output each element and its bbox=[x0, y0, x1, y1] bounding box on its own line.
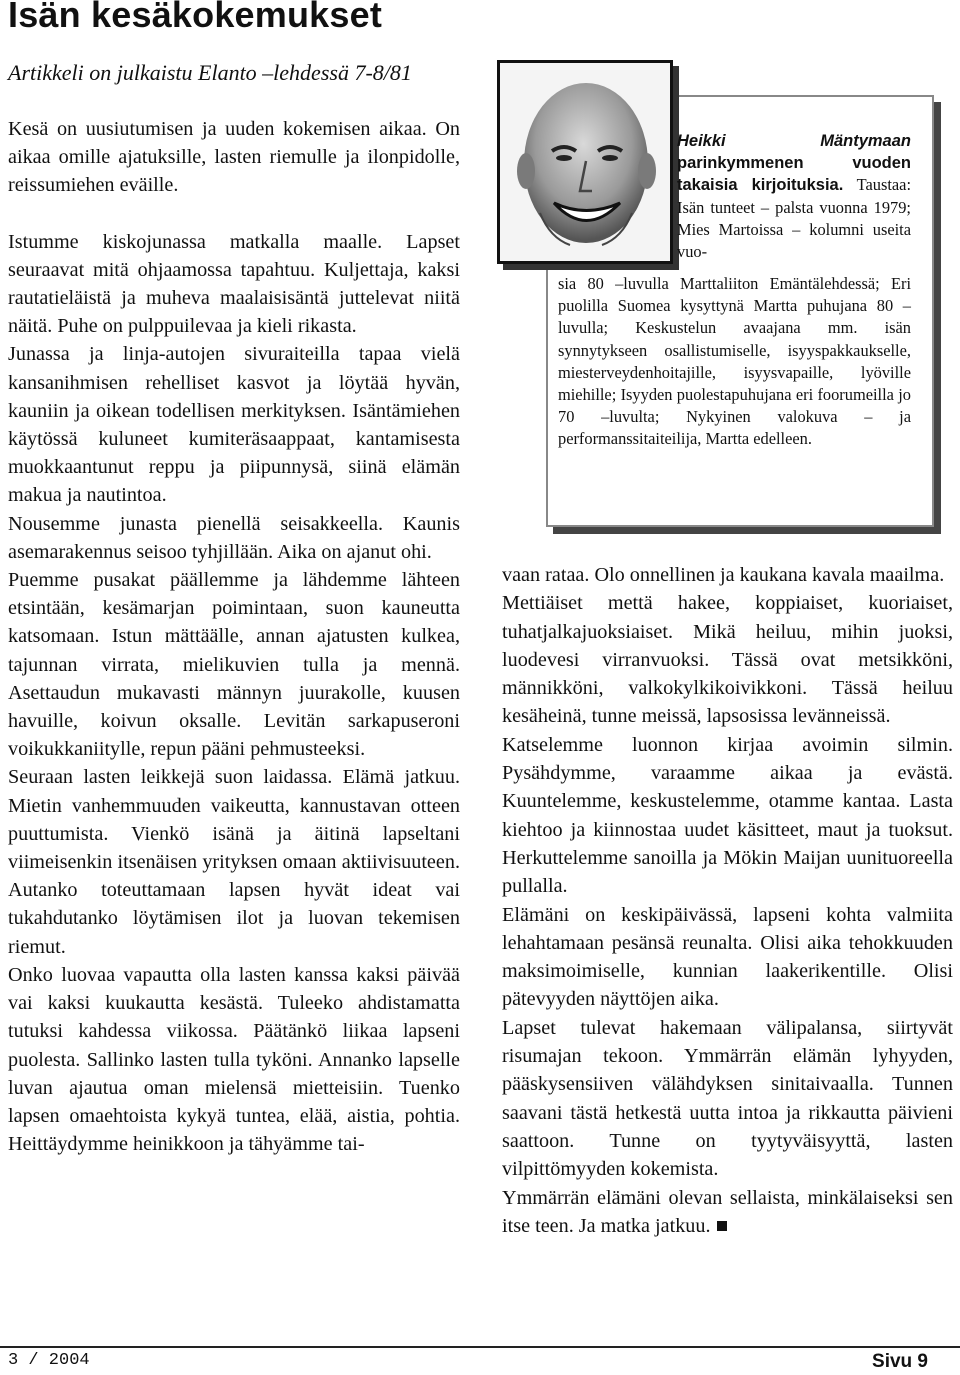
author-photo bbox=[497, 60, 673, 264]
footer-divider bbox=[0, 1346, 960, 1348]
paragraph: Junassa ja linja-autojen sivuraiteilla tapaa vielä kansanihmisen rehelliset kasvot ja löytää hyvän, kauniin ja oikean todellisen merkityksen. Isäntämiehen käytössä kuluneet kumiteräsaappaat, kantamisesta muokkaantunut reppu ja piipunnysä, siinä elämän makua ja nautintoa. bbox=[8, 343, 460, 507]
article-title: Isän kesäkokemukset bbox=[8, 0, 383, 35]
left-column bbox=[8, 115, 460, 1158]
author-lead: parinkymmenen vuoden takaisia kirjoituksia. bbox=[677, 154, 911, 195]
paragraph: Seuraan lasten leikkejä suon laidassa. Elämä jatkuu. Mietin vanhemmuuden vaikeutta, kannustavan otteen puuttumista. Vienkö isänä ja äitinä lapseltani viimeisenkin itsenäisen yrityksen omaan aktiivisuuteen. Autanko toteuttamaan lapsen hyvät ideat vai tukahdutanko löytämisen ilot ja luovan tekemisen riemut. bbox=[8, 766, 460, 958]
paragraph bbox=[502, 1184, 953, 1241]
article-subtitle: Artikkeli on julkaistu Elanto –lehdessä 7-8/81 bbox=[8, 60, 412, 85]
paragraph: Kesä on uusiutumisen ja uuden kokemisen aikaa. On aikaa omille ajatuksille, lasten riemulle ja ilonpidolle, reissumiehen eväille. bbox=[8, 118, 460, 197]
page-number: Sivu 9 bbox=[872, 1351, 928, 1372]
closing-text: Ymmärrän elämäni olevan sellaista, minkälaiseksi sen itse teen. Ja matka jatkuu. bbox=[502, 1186, 953, 1237]
author-name: Heikki Mäntymaan bbox=[677, 132, 911, 150]
right-column bbox=[502, 561, 953, 1240]
author-bio-intro: Taustaa: Isän tunteet – palsta vuonna 1979; Mies Martoissa – kolumni useita vuo- bbox=[677, 175, 911, 262]
author-bio-top bbox=[677, 130, 911, 263]
paragraph: Onko luovaa vapautta olla lasten kanssa kaksi päivää vai kaksi kuukautta kesästä. Tuleeko ahdistamatta tutuksi kahdessa viikossa. Päätänkö liikaa lapseni puolesta. Sallinko lasten tulla tyköni. Annanko lapselle luvan ajautua oman mielensä mietteisiin. Tuenko lapsen omaehtoista kykyä tuntea, elää, aistia, pohtia. Heittäydymme heinikkoon ja tähyämme tai- bbox=[8, 963, 460, 1156]
paragraph: Puemme pusakat päällemme ja lähdemme lähteen etsintään, kesämarjan poimintaan, suon kauneutta katsomaan. Istun mättäälle, annan ajatusten kulkea, tajunnan virrata, mielikuvien tulla ja mennä. Asettaudun mukavasti männyn juurakolle, kuusen havuille, koivun oksalle. Levitän sarkapuseroni voikukkaniitylle, repun pääni pehmusteeksi. bbox=[8, 569, 460, 761]
issue-number: 3 / 2004 bbox=[8, 1351, 90, 1370]
paragraph: vaan rataa. Olo onnellinen ja kaukana kavala maailma. bbox=[502, 564, 945, 586]
portrait-image bbox=[500, 63, 670, 261]
paragraph: Nousemme junasta pienellä seisakkeella. Kaunis asemarakennus seisoo tyhjillään. Aika on ajanut ohi. bbox=[8, 512, 460, 563]
author-bio-bottom: sia 80 –luvulla Marttaliiton Emäntälehdessä; Eri puolilla Suomea kysyttynä Martta puhujana 80 –luvulla; Keskustelun avaajana mm. isän synnytykseen osallistumiselle, isyyspakkaukselle, miesterveydenhoitajille, isyysvapaille, lyöville miehille; Isyyden puolestapuhujana eri foorumeilla jo 70 –luvulta; Nykyinen valokuva – ja performanssitaiteilija, Martta edelleen. bbox=[558, 274, 911, 449]
paragraph: Mettiäiset mettä hakee, koppiaiset, kuoriaiset, tuhatjalkajuoksiaiset. Mikä heiluu, mihin juoksi, luodevesi virranvuoksi. Tässä ovat metsikköni, männikköni, valkokylkikoivikkoni. Tässä heiluu kesäheinä, tunne meissä, lapsosissa levänneissä. bbox=[502, 592, 953, 728]
end-of-article-mark bbox=[717, 1221, 727, 1231]
paragraph: Elämäni on keskipäivässä, lapseni kohta valmiita lehahtamaan pesänsä reunalta. Olisi aika tehokkuuden maksimoimiselle, kunnian laakerikentille. Olisi pätevyyden näyttöjen aika. bbox=[502, 903, 953, 1011]
paragraph: Istumme kiskojunassa matkalla maalle. Lapset seuraavat mitä ohjaamossa tapahtuu. Kuljettaja, kaksi rautatieläistä ja muheva maalaisisäntä juttelevat niitä näitä. Puhe on pulppuilevaa ja kieli rikasta. bbox=[8, 230, 460, 338]
paragraph: Katselemme luonnon kirjaa avoimin silmin. Pysähdymme, varaamme aikaa ja evästä. Kuuntelemme, keskustelemme, otamme kantaa. Lasta kiehtoo ja kiinnostaa uudet käsitteet, maut ja tuoksut. Herkuttelemme sanoilla ja Mökin Maijan uunituoreella pullalla. bbox=[502, 733, 953, 898]
paragraph: Lapset tulevat hakemaan välipalansa, siirtyvät risumajan tekoon. Ymmärrän elämän lyhyyden, pääskysensiiven välähdyksen sinitaivaalla. Tunnen saavani tästä hetkestä uutta intoa ja rikkautta päivieni saattoon. Tunne on tyytyväisyyttä, lasten vilpittömyyden kokemista. bbox=[502, 1016, 953, 1181]
